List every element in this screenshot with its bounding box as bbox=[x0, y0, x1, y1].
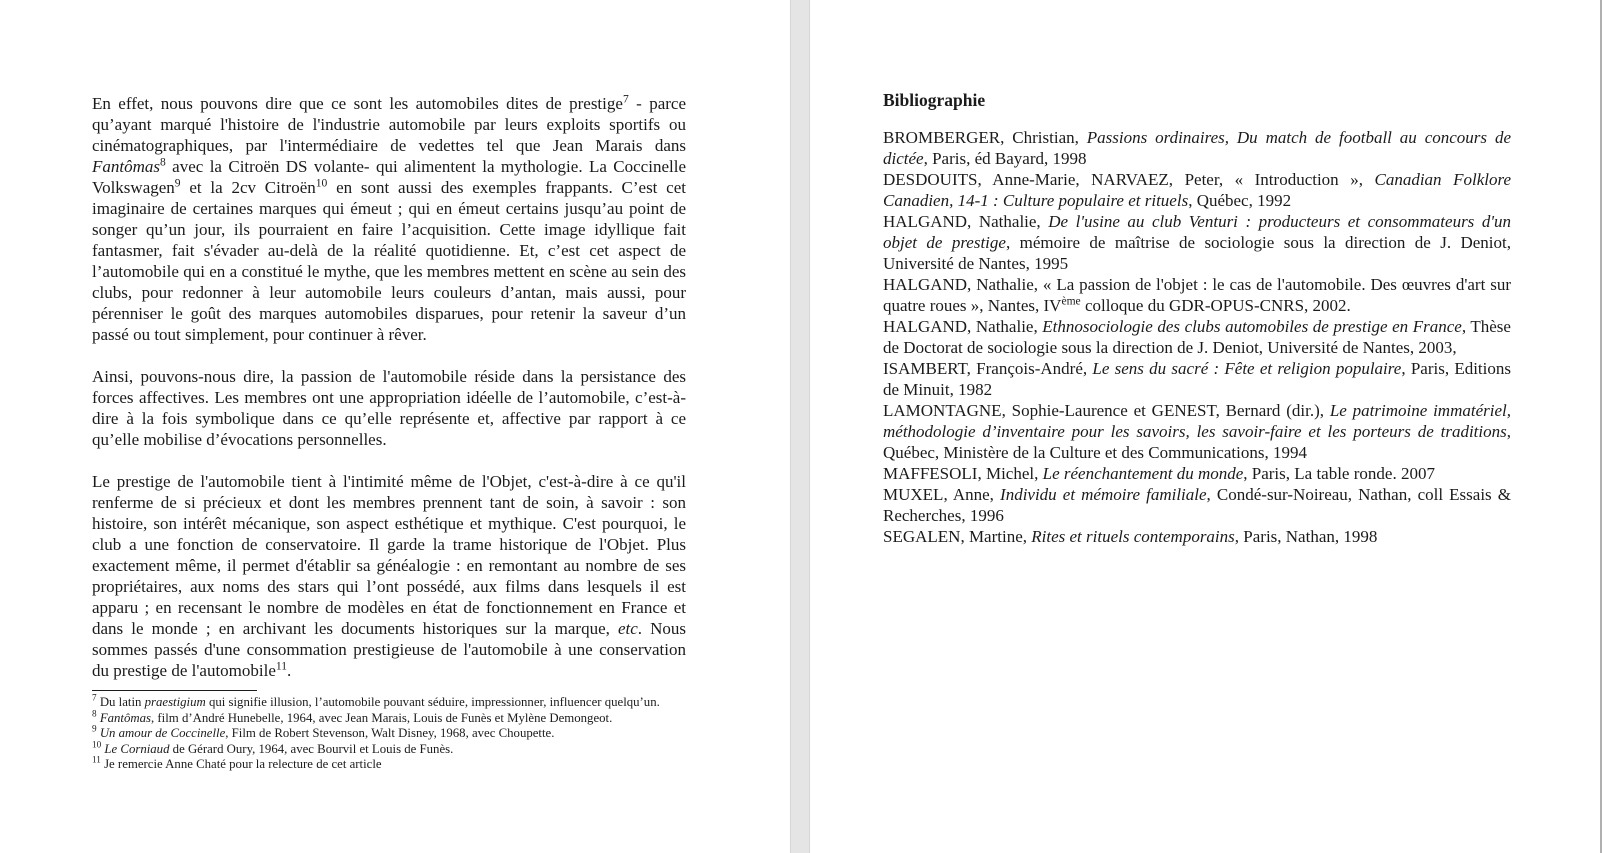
left-page-body bbox=[92, 93, 686, 681]
text-run: en sont aussi des exemples frappants. C’est cet imaginaire de certaines marques qui émeut ; qui en émeut certains jusqu’au point de songer qu’un jour, ils pourraient en faire l’acquisition. Cette image idyllique fait fantasmer, fait s'évader au-delà de la réalité quotidienne. Et, c’est cet aspect de l’automobile qui en a constitué le mythe, que les membres mettent en scène au sein des clubs, pour redonner à leur automobile leurs couleurs d’antan, mais aussi, pour pérenniser le goût des marques automobiles disparues, pour retenir la saveur d’un passé ou tout simplement, pour continuer à rêver. bbox=[92, 178, 687, 344]
bibliography-entry bbox=[883, 463, 1511, 484]
bibliography-entry bbox=[883, 274, 1511, 316]
italic-run: Individu et mémoire familiale bbox=[1000, 485, 1207, 504]
italic-run: Passions ordinaires, Du match de football au concours de dictée bbox=[883, 128, 1511, 168]
superscript-run: 11 bbox=[275, 659, 288, 673]
text-run: - parce qu’ayant marqué l'histoire de l'industrie automobile par leurs exploits sportifs ou cinématographiques, par l'intermédiaire de vedettes tel que Jean Marais dans bbox=[92, 94, 686, 155]
text-run: . bbox=[287, 661, 292, 680]
footnotes-block bbox=[92, 692, 686, 773]
text-run: , Paris, Nathan, 1998 bbox=[1234, 527, 1378, 546]
bibliography-entry bbox=[883, 127, 1511, 169]
italic-run: Un amour de Coccinelle bbox=[99, 726, 226, 741]
text-run: Du latin bbox=[99, 695, 145, 709]
italic-run: praestigium bbox=[144, 695, 206, 709]
bibliography-entry bbox=[883, 358, 1511, 400]
footnote-separator bbox=[92, 690, 257, 691]
italic-run: Le sens du sacré : Fête et religion populaire bbox=[1092, 359, 1402, 378]
italic-run: Le patrimoine immatériel, méthodologie d’inventaire pour les savoirs, les savoir-faire et les porteurs de traditions bbox=[883, 401, 1511, 441]
bibliography-entry bbox=[883, 484, 1511, 526]
right-page-content bbox=[883, 90, 1511, 547]
text-run: En effet, nous pouvons dire que ce sont les automobiles dites de prestige bbox=[92, 94, 623, 113]
footnote bbox=[92, 692, 686, 711]
footnote bbox=[92, 757, 686, 773]
footnote bbox=[92, 708, 686, 727]
bibliography-entry bbox=[883, 169, 1511, 211]
text-run: Je remercie Anne Chaté pour la relecture de cet article bbox=[104, 757, 382, 772]
text-run: . Nous sommes passés d'une consommation prestigieuse de l'automobile à une conservation du prestige de l'automobile bbox=[92, 619, 686, 680]
text-run: HALGAND, Nathalie, « La passion de l'objet : le cas de l'automobile. Des œuvres d'art sur quatre roues », Nantes, IV bbox=[883, 275, 1511, 315]
text-run: Ainsi, pouvons-nous dire, la passion de l'automobile réside dans la persistance des forces affectives. Les membres ont une appropriation idéelle de l’automobile, c’est-à-dire à la fois symbolique dans ce qu’elle représente et, affective par rapport à ce qu’elle mobilise d’évocations personnelles. bbox=[92, 367, 686, 449]
footnote-number: 7 bbox=[92, 692, 97, 703]
text-run: , film d’André Hunebelle, 1964, avec Jean Marais, Louis de Funès et Mylène Demongeot. bbox=[151, 710, 613, 725]
superscript-run: 9 bbox=[174, 176, 181, 190]
text-run: , Paris, Editions de Minuit, 1982 bbox=[883, 359, 1511, 399]
superscript-run: ème bbox=[1061, 294, 1081, 308]
bibliography-entry bbox=[883, 211, 1511, 274]
text-run: HALGAND, Nathalie, bbox=[883, 212, 1049, 231]
italic-run: Ethnosociologie des clubs automobiles de prestige en France bbox=[1042, 317, 1462, 336]
italic-run: Fantômas bbox=[92, 157, 160, 176]
text-run: , Thèse de Doctorat de sociologie sous la direction de J. Deniot, Université de Nantes, 2003, bbox=[883, 317, 1511, 357]
footnote-number: 8 bbox=[92, 708, 97, 719]
footnote bbox=[92, 739, 686, 758]
bibliography-entry bbox=[883, 316, 1511, 358]
footnote-number: 11 bbox=[92, 755, 101, 766]
bibliography-entry bbox=[883, 400, 1511, 463]
italic-run: Canadian Folklore Canadien, 14-1 : Culture populaire et rituels bbox=[883, 170, 1511, 210]
text-run: colloque du GDR-OPUS-CNRS, 2002. bbox=[1080, 296, 1351, 315]
italic-run: Le réenchantement du monde bbox=[1042, 464, 1244, 483]
text-run: qui signifie illusion, l’automobile pouvant séduire, impressionner, influencer quelqu’un. bbox=[205, 695, 660, 709]
text-run: de Gérard Oury, 1964, avec Bourvil et Louis de Funès. bbox=[169, 741, 454, 756]
text-run: SEGALEN, Martine, bbox=[883, 527, 1032, 546]
text-run: et la 2cv Citroën bbox=[180, 178, 316, 197]
text-run: avec la Citroën DS volante- qui alimentent la mythologie. La Coccinelle Volkswagen bbox=[92, 157, 686, 197]
left-page-content bbox=[92, 93, 686, 773]
bibliography-list bbox=[883, 127, 1511, 547]
superscript-run: 8 bbox=[160, 155, 166, 169]
text-run: BROMBERGER, Christian, bbox=[883, 128, 1087, 147]
italic-run: etc bbox=[617, 619, 638, 638]
paragraph bbox=[92, 366, 686, 450]
italic-run: Fantômas bbox=[99, 710, 152, 725]
page-right bbox=[810, 0, 1602, 853]
italic-run: Rites et rituels contemporains bbox=[1031, 527, 1235, 546]
text-run: MUXEL, Anne, bbox=[883, 485, 1001, 504]
text-run: DESDOUITS, Anne-Marie, NARVAEZ, Peter, « Introduction », bbox=[883, 170, 1375, 189]
paragraph bbox=[92, 93, 686, 345]
text-run: HALGAND, Nathalie, bbox=[883, 317, 1043, 336]
text-run: , mémoire de maîtrise de sociologie sous la direction de J. Deniot, Université de Nantes, 1995 bbox=[883, 233, 1512, 273]
text-run: , Paris, La table ronde. 2007 bbox=[1243, 464, 1435, 483]
text-run: , Québec, 1992 bbox=[1188, 191, 1292, 210]
text-run: ISAMBERT, François-André, bbox=[883, 359, 1093, 378]
text-run: LAMONTAGNE, Sophie-Laurence et GENEST, Bernard (dir.), bbox=[883, 401, 1330, 420]
superscript-run: 7 bbox=[622, 92, 629, 106]
text-run: , Film de Robert Stevenson, Walt Disney, 1968, avec Choupette. bbox=[225, 726, 555, 741]
footnote-number: 10 bbox=[92, 739, 102, 750]
text-run: , Paris, éd Bayard, 1998 bbox=[923, 149, 1087, 168]
footnote-number: 9 bbox=[92, 723, 97, 734]
paragraph bbox=[92, 471, 686, 681]
text-run: , Condé-sur-Noireau, Nathan, coll Essais & Recherches, 1996 bbox=[883, 485, 1511, 525]
text-run: MAFFESOLI, Michel, bbox=[883, 464, 1043, 483]
footnote bbox=[92, 723, 686, 742]
page-left bbox=[0, 0, 790, 853]
superscript-run: 10 bbox=[315, 176, 328, 190]
page-gap bbox=[790, 0, 810, 853]
text-run: Le prestige de l'automobile tient à l'intimité même de l'Objet, c'est-à-dire à ce qu'il renferme de si précieux et dont les membres prennent tant de soin, à savoir : son histoire, son intérêt mécanique, son aspect esthétique et mythique. C'est pourquoi, le club a une fonction de conservatoire. Il garde la trame historique de l'Objet. Plus exactement même, il permet d'établir sa généalogie : en remontant au nombre de ses propriétaires, aux noms des stars qui l’ont possédé, aux films dans lesquels il est apparu ; en recensant le nombre de modèles en état de fonctionnement en France et dans le monde ; en archivant les documents historiques sur la marque, bbox=[92, 472, 686, 638]
italic-run: Le Corniaud bbox=[104, 741, 170, 756]
text-run: , Québec, Ministère de la Culture et des Communications, 1994 bbox=[883, 422, 1511, 462]
italic-run: De l'usine au club Venturi : producteurs et consommateurs d'un objet de prestige bbox=[883, 212, 1511, 252]
bibliography-entry bbox=[883, 526, 1511, 547]
bibliography-heading: Bibliographie bbox=[883, 90, 986, 110]
